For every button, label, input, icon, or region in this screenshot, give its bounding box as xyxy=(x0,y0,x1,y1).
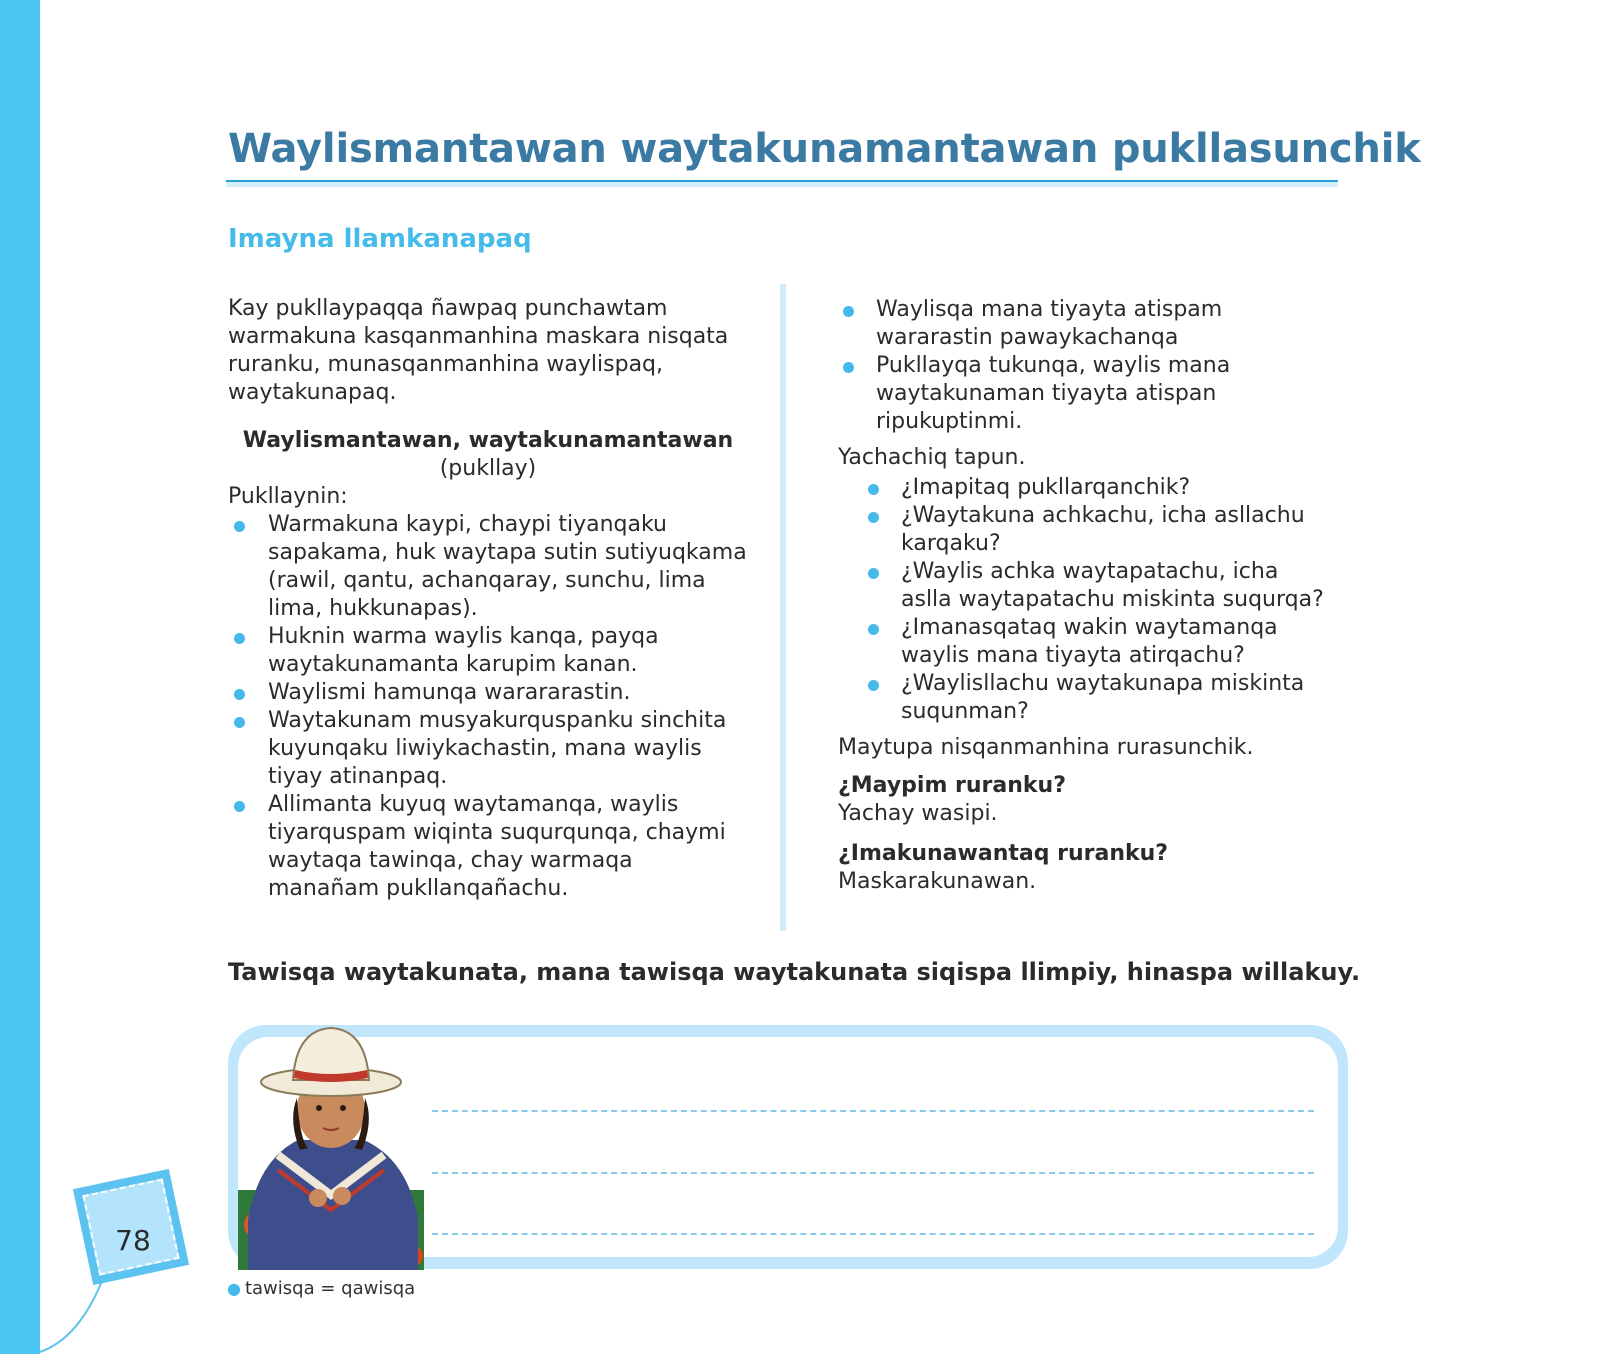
list-item: ¿Waylisllachu waytakunapa miskinta suqunman? xyxy=(838,670,1328,726)
column-divider xyxy=(780,284,786,931)
answer-line[interactable] xyxy=(432,1233,1314,1235)
list-item: Huknin warma waylis kanqa, payqa waytakunamanta karupim kanan. xyxy=(228,623,748,679)
answer-where: Yachay wasipi. xyxy=(838,801,998,826)
list-item: Waytakunam musyakurquspanku sinchita kuyunqaku liwiykachastin, mana waylis tiyay atinanpaq. xyxy=(228,707,748,791)
footnote xyxy=(227,1278,415,1299)
list-item: ¿Waylis achka waytapatachu, icha aslla waytapatachu miskinta suqurqa? xyxy=(838,558,1328,614)
question-where: ¿Maypim ruranku? xyxy=(838,773,1066,798)
list-item: Pukllayqa tukunqa, waylis mana waytakunaman tiyayta atispan ripukuptinmi. xyxy=(838,352,1328,436)
questions-intro: Yachachiq tapun. xyxy=(838,445,1026,470)
bullet-icon: ● xyxy=(227,1279,241,1298)
list-item: ¿Waytakuna achkachu, icha asllachu karqaku? xyxy=(838,502,1328,558)
answer-line[interactable] xyxy=(432,1110,1314,1112)
list-item: Allimanta kuyuq waytamanqa, waylis tiyarquspam wiqinta suqurqunqa, chaymi waytaqa tawinqa, chay warmaqa manañam pukllanqañachu. xyxy=(228,791,748,903)
game-heading: Waylismantawan, waytakunamantawan xyxy=(242,428,734,453)
game-subheading: (pukllay) xyxy=(439,456,537,481)
footnote-text: tawisqa = qawisqa xyxy=(244,1278,416,1299)
section-subtitle: Imayna llamkanapaq xyxy=(228,224,532,254)
list-item: Waylismi hamunqa warararastin. xyxy=(228,679,748,707)
list-item: ¿Imapitaq pukllarqanchik? xyxy=(838,474,1328,502)
list-item: Waylisqa mana tiyayta atispam wararastin pawaykachanqa xyxy=(838,296,1328,352)
left-column xyxy=(228,295,748,903)
intro-paragraph: Kay pukllaypaqqa ñawpaq punchawtam warmakuna kasqanmanhina maskara nisqata ruranku, munasqanmanhina waylispaq, waytakunapaq. xyxy=(228,296,729,405)
page-title: Waylismantawan waytakunamantawan pukllasunchik xyxy=(228,126,1421,172)
activity-instruction: Tawisqa waytakunata, mana tawisqa waytakunata siqispa llimpiy, hinaspa willakuy. xyxy=(228,958,1361,986)
left-sidebar-band xyxy=(0,0,40,1354)
answer-with-what: Maskarakunawan. xyxy=(838,869,1037,894)
title-underline xyxy=(226,180,1338,187)
closing-line: Maytupa nisqanmanhina rurasunchik. xyxy=(838,735,1254,760)
questions-list xyxy=(838,474,1328,726)
girl-illustration xyxy=(238,1020,424,1270)
rules-list xyxy=(228,511,748,903)
rules-list-continued xyxy=(838,296,1328,436)
right-column xyxy=(838,296,1328,896)
list-item: Warmakuna kaypi, chaypi tiyanqaku sapakama, huk waytapa sutin sutiyuqkama (rawil, qantu, achanqaray, sunchu, lima lima, hukkunapas). xyxy=(228,511,748,623)
answer-line[interactable] xyxy=(432,1172,1314,1174)
rules-label: Pukllaynin: xyxy=(228,484,348,509)
list-item: ¿Imanasqataq wakin waytamanqa waylis mana tiyayta atirqachu? xyxy=(838,614,1328,670)
page-number: 78 xyxy=(115,1224,151,1257)
question-with-what: ¿Imakunawantaq ruranku? xyxy=(838,841,1169,866)
